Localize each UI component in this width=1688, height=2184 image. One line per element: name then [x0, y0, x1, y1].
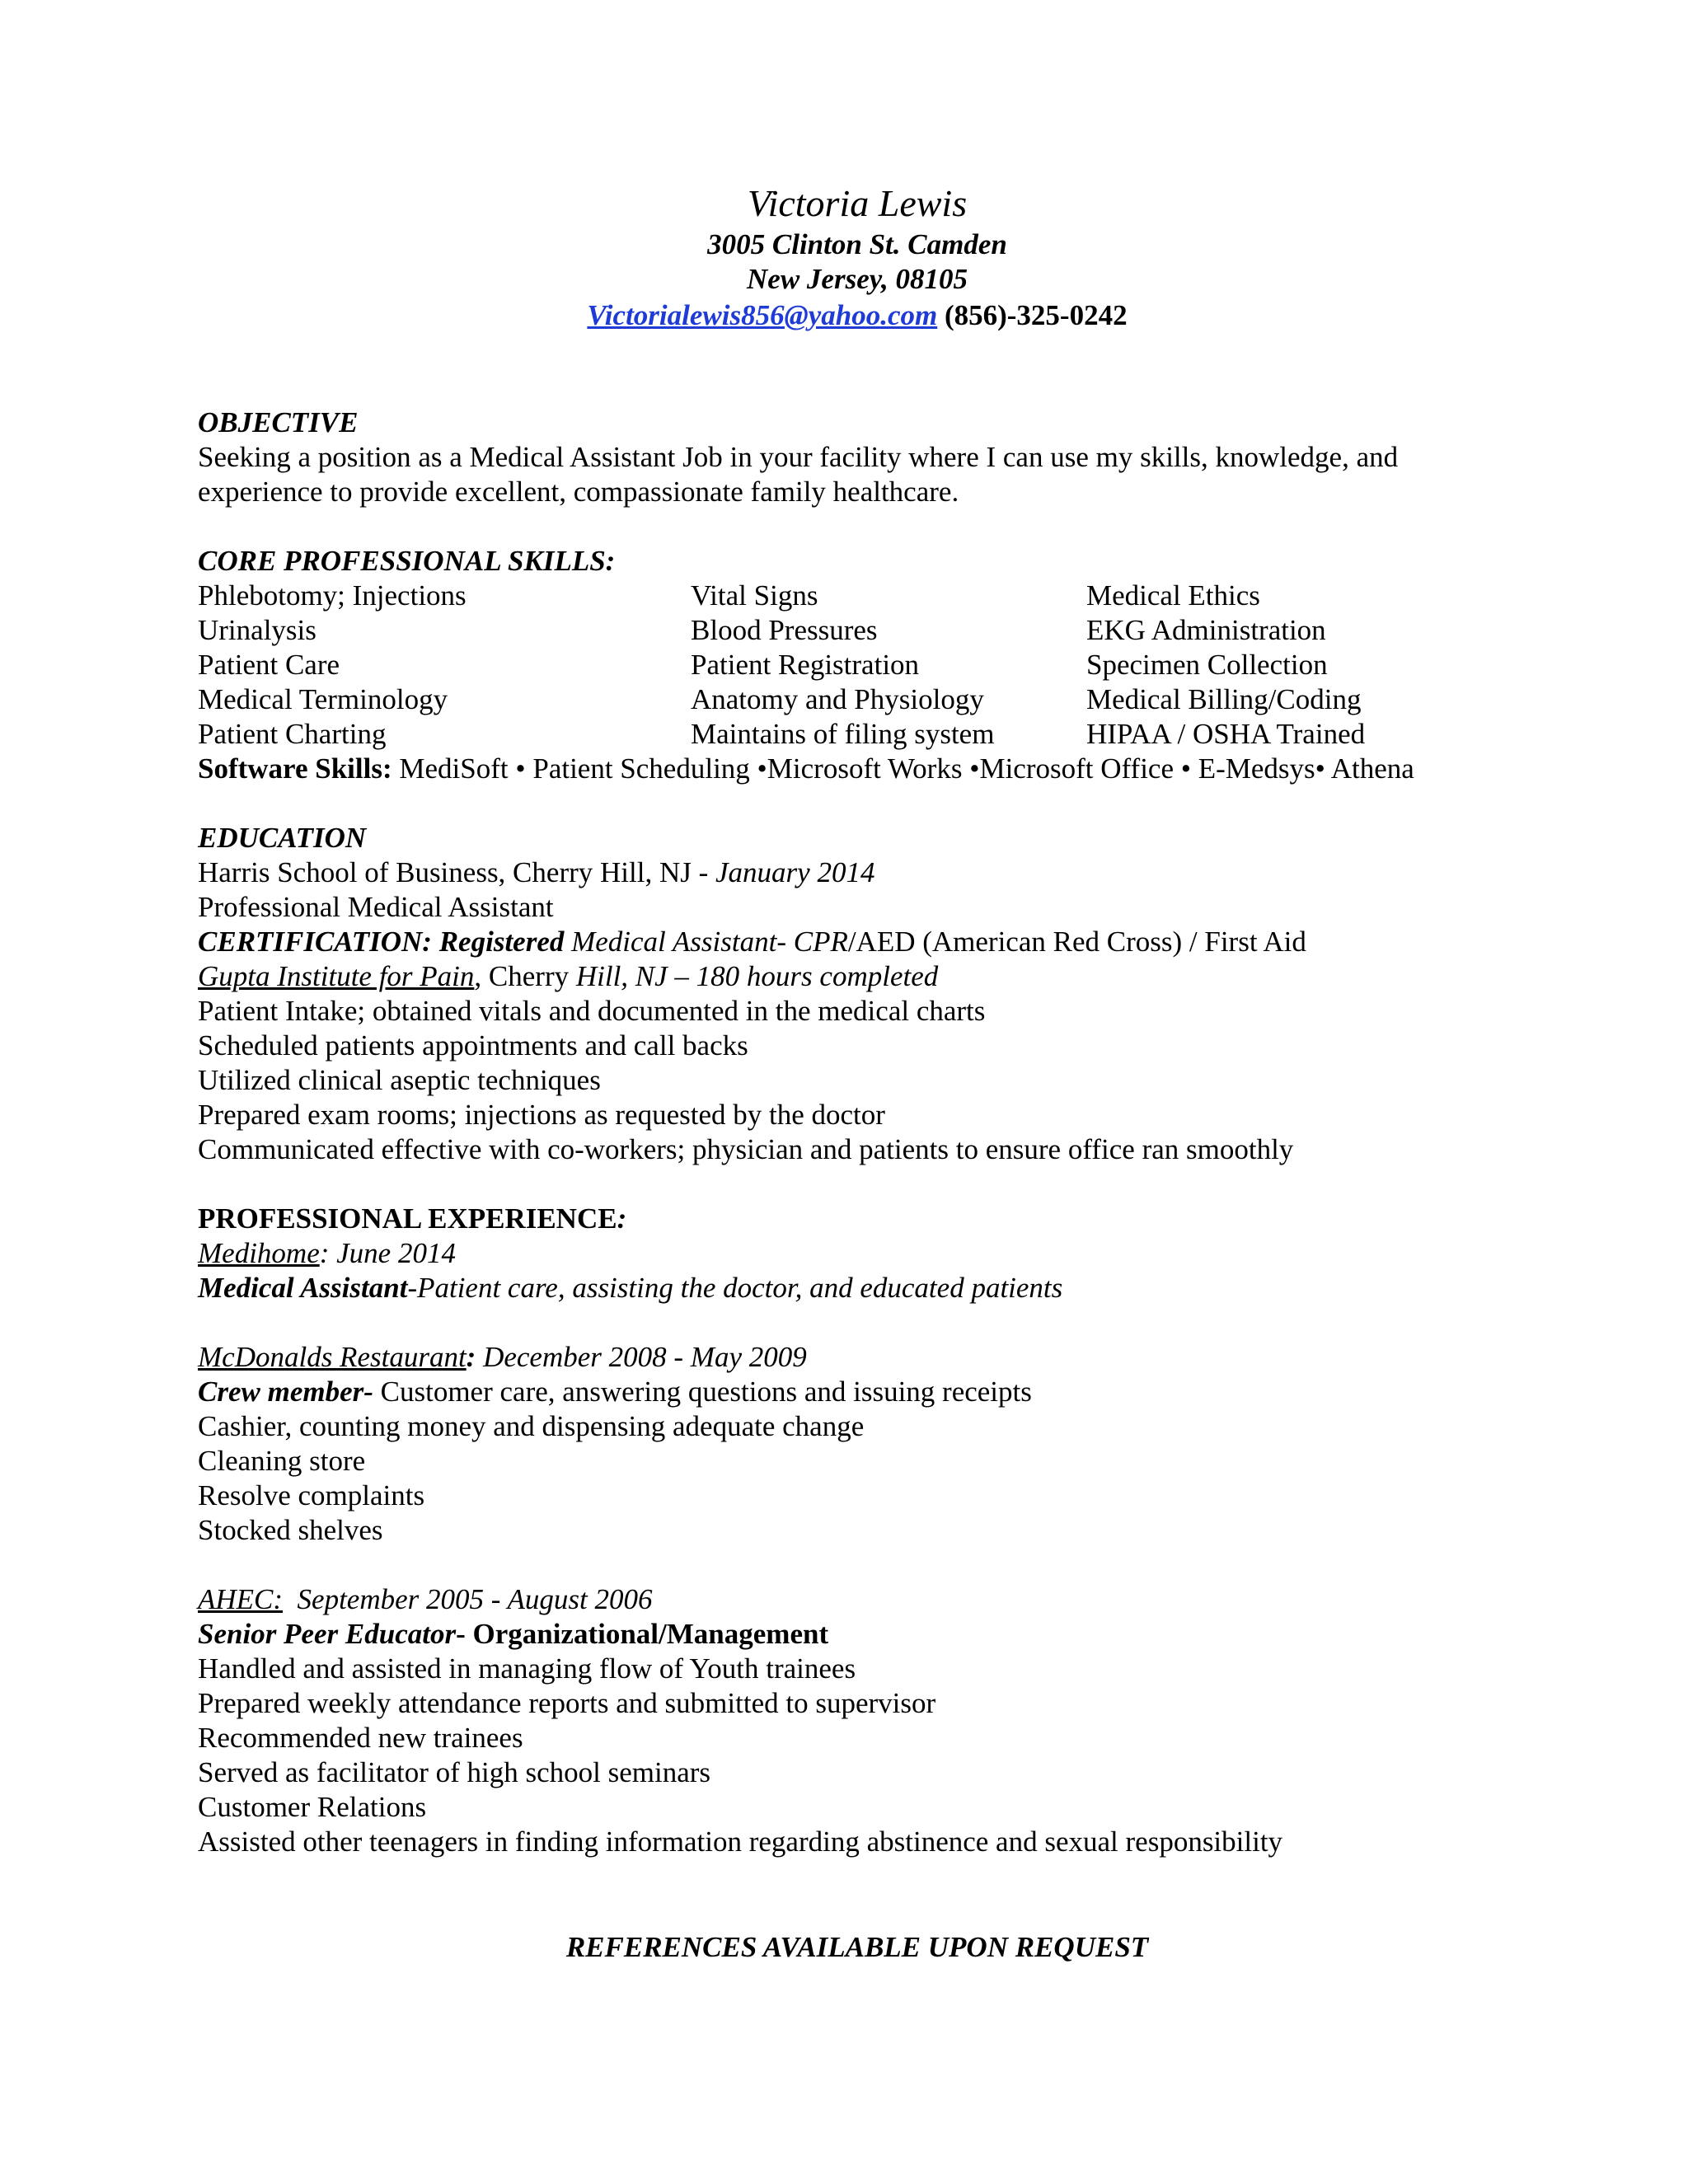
duty-line: Communicated effective with co-workers; physician and patients to ensure office ran smoothly	[198, 1133, 1294, 1165]
school-date: January 2014	[715, 856, 875, 888]
skill-item: Anatomy and Physiology	[691, 683, 984, 715]
job-duty: Customer Relations	[198, 1791, 427, 1823]
job-title: Senior Peer Educator	[198, 1618, 457, 1650]
skill-item: Vital Signs	[691, 579, 818, 612]
skills-heading: CORE PROFESSIONAL SKILLS:	[198, 545, 616, 577]
job-summary: Customer care, answering questions and issuing receipts	[373, 1376, 1032, 1408]
skill-item: Specimen Collection	[1086, 649, 1328, 681]
certification-line	[198, 925, 1517, 959]
resume-header	[198, 180, 1517, 335]
skill-item: Patient Charting	[198, 718, 387, 750]
job-duty: Stocked shelves	[198, 1514, 383, 1546]
job-dates: December 2008 - May 2009	[483, 1341, 807, 1373]
certification-rest: /AED (American Red Cross) / First Aid	[847, 926, 1306, 958]
software-skills-line	[198, 752, 1517, 786]
resume-page	[198, 180, 1517, 1965]
job-duty: Recommended new trainees	[198, 1722, 523, 1754]
job-dates: June 2014	[336, 1237, 456, 1269]
address-line-2: New Jersey, 08105	[747, 263, 968, 295]
job-title: Crew member-	[198, 1376, 373, 1408]
duty-line: Utilized clinical aseptic techniques	[198, 1064, 601, 1096]
job-duty: Resolve complaints	[198, 1479, 425, 1511]
experience-heading-colon: :	[617, 1202, 627, 1235]
skill-item: Phlebotomy; Injections	[198, 579, 467, 612]
spacer	[198, 509, 1517, 544]
education-heading: EDUCATION	[198, 822, 367, 854]
job-employer: Medihome	[198, 1237, 320, 1269]
references-note: REFERENCES AVAILABLE UPON REQUEST	[565, 1931, 1149, 1963]
skill-item: Urinalysis	[198, 614, 316, 646]
spacer	[198, 1305, 1517, 1340]
externship-name: Gupta Institute for Pain	[198, 960, 475, 992]
skill-item: Patient Registration	[691, 649, 920, 681]
school-name: Harris School of Business, Cherry Hill, NJ -	[198, 856, 716, 888]
skill-item: Blood Pressures	[691, 614, 878, 646]
skill-item: Medical Ethics	[1086, 579, 1260, 612]
skill-item: HIPAA / OSHA Trained	[1086, 718, 1366, 750]
job-summary: -Patient care, assisting the doctor, and educated patients	[407, 1272, 1063, 1304]
address-line-1: 3005 Clinton St. Camden	[707, 228, 1007, 260]
spacer	[198, 335, 1517, 405]
software-skills-value: MediSoft • Patient Scheduling •Microsoft Works •Microsoft Office • E-Medsys• Athena	[392, 752, 1414, 785]
duty-line: Scheduled patients appointments and call backs	[198, 1029, 748, 1062]
skills-grid	[198, 579, 1517, 752]
externship-detail: Hill, NJ – 180 hours completed	[575, 960, 939, 992]
objective-line: Seeking a position as a Medical Assistant Job in your facility where I can use my skills, knowledge, and	[198, 441, 1399, 473]
job-duty: Served as facilitator of high school seminars	[198, 1756, 711, 1788]
contact-line	[198, 297, 1517, 335]
job-date-sep	[283, 1583, 298, 1615]
job-employer-line	[198, 1582, 1517, 1617]
job-duty: Prepared weekly attendance reports and submitted to supervisor	[198, 1687, 936, 1719]
software-skills-label: Software Skills:	[198, 752, 392, 785]
job-title-line	[198, 1271, 1517, 1305]
skill-item: Patient Care	[198, 649, 340, 681]
job-title-line	[198, 1375, 1517, 1409]
spacer	[198, 786, 1517, 821]
phone-number: (856)-325-0242	[944, 299, 1128, 331]
experience-heading-text: PROFESSIONAL EXPERIENCE	[198, 1202, 617, 1235]
job-title: Medical Assistant	[198, 1272, 408, 1304]
job-date-sep: :	[466, 1341, 484, 1373]
job-duty: Assisted other teenagers in finding information regarding abstinence and sexual responsibility	[198, 1825, 1283, 1858]
job-employer: McDonalds Restaurant	[198, 1341, 467, 1373]
objective-line: experience to provide excellent, compassionate family healthcare.	[198, 476, 959, 508]
job-dates: September 2005 - August 2006	[297, 1583, 653, 1615]
job-date-sep: :	[319, 1237, 337, 1269]
job-duty: Cashier, counting money and dispensing adequate change	[198, 1410, 865, 1442]
job-employer: AHEC:	[198, 1583, 284, 1615]
externship-line	[198, 959, 1517, 994]
certification-title: Medical Assistant- CPR	[564, 926, 848, 958]
externship-sep: , Cherry	[474, 960, 576, 992]
job-duty: Cleaning store	[198, 1445, 366, 1477]
school-line	[198, 855, 1517, 890]
program-line: Professional Medical Assistant	[198, 891, 554, 923]
skill-item: Medical Billing/Coding	[1086, 683, 1362, 715]
email-link[interactable]: Victorialewis856@yahoo.com	[587, 299, 938, 331]
candidate-name: Victoria Lewis	[747, 182, 968, 224]
certification-label: CERTIFICATION: Registered	[198, 926, 565, 958]
job-employer-line	[198, 1340, 1517, 1375]
skill-item: Maintains of filing system	[691, 718, 995, 750]
job-duty: Handled and assisted in managing flow of Youth trainees	[198, 1652, 856, 1685]
duty-line: Prepared exam rooms; injections as requested by the doctor	[198, 1099, 885, 1131]
spacer	[198, 1167, 1517, 1202]
spacer	[198, 1548, 1517, 1582]
job-title-line	[198, 1617, 1517, 1652]
skill-item: EKG Administration	[1086, 614, 1326, 646]
job-summary: - Organizational/Management	[456, 1618, 829, 1650]
skill-item: Medical Terminology	[198, 683, 448, 715]
job-employer-line	[198, 1236, 1517, 1271]
experience-heading	[198, 1202, 1517, 1236]
duty-line: Patient Intake; obtained vitals and documented in the medical charts	[198, 995, 986, 1027]
objective-heading: OBJECTIVE	[198, 406, 359, 438]
spacer	[198, 1859, 1517, 1930]
